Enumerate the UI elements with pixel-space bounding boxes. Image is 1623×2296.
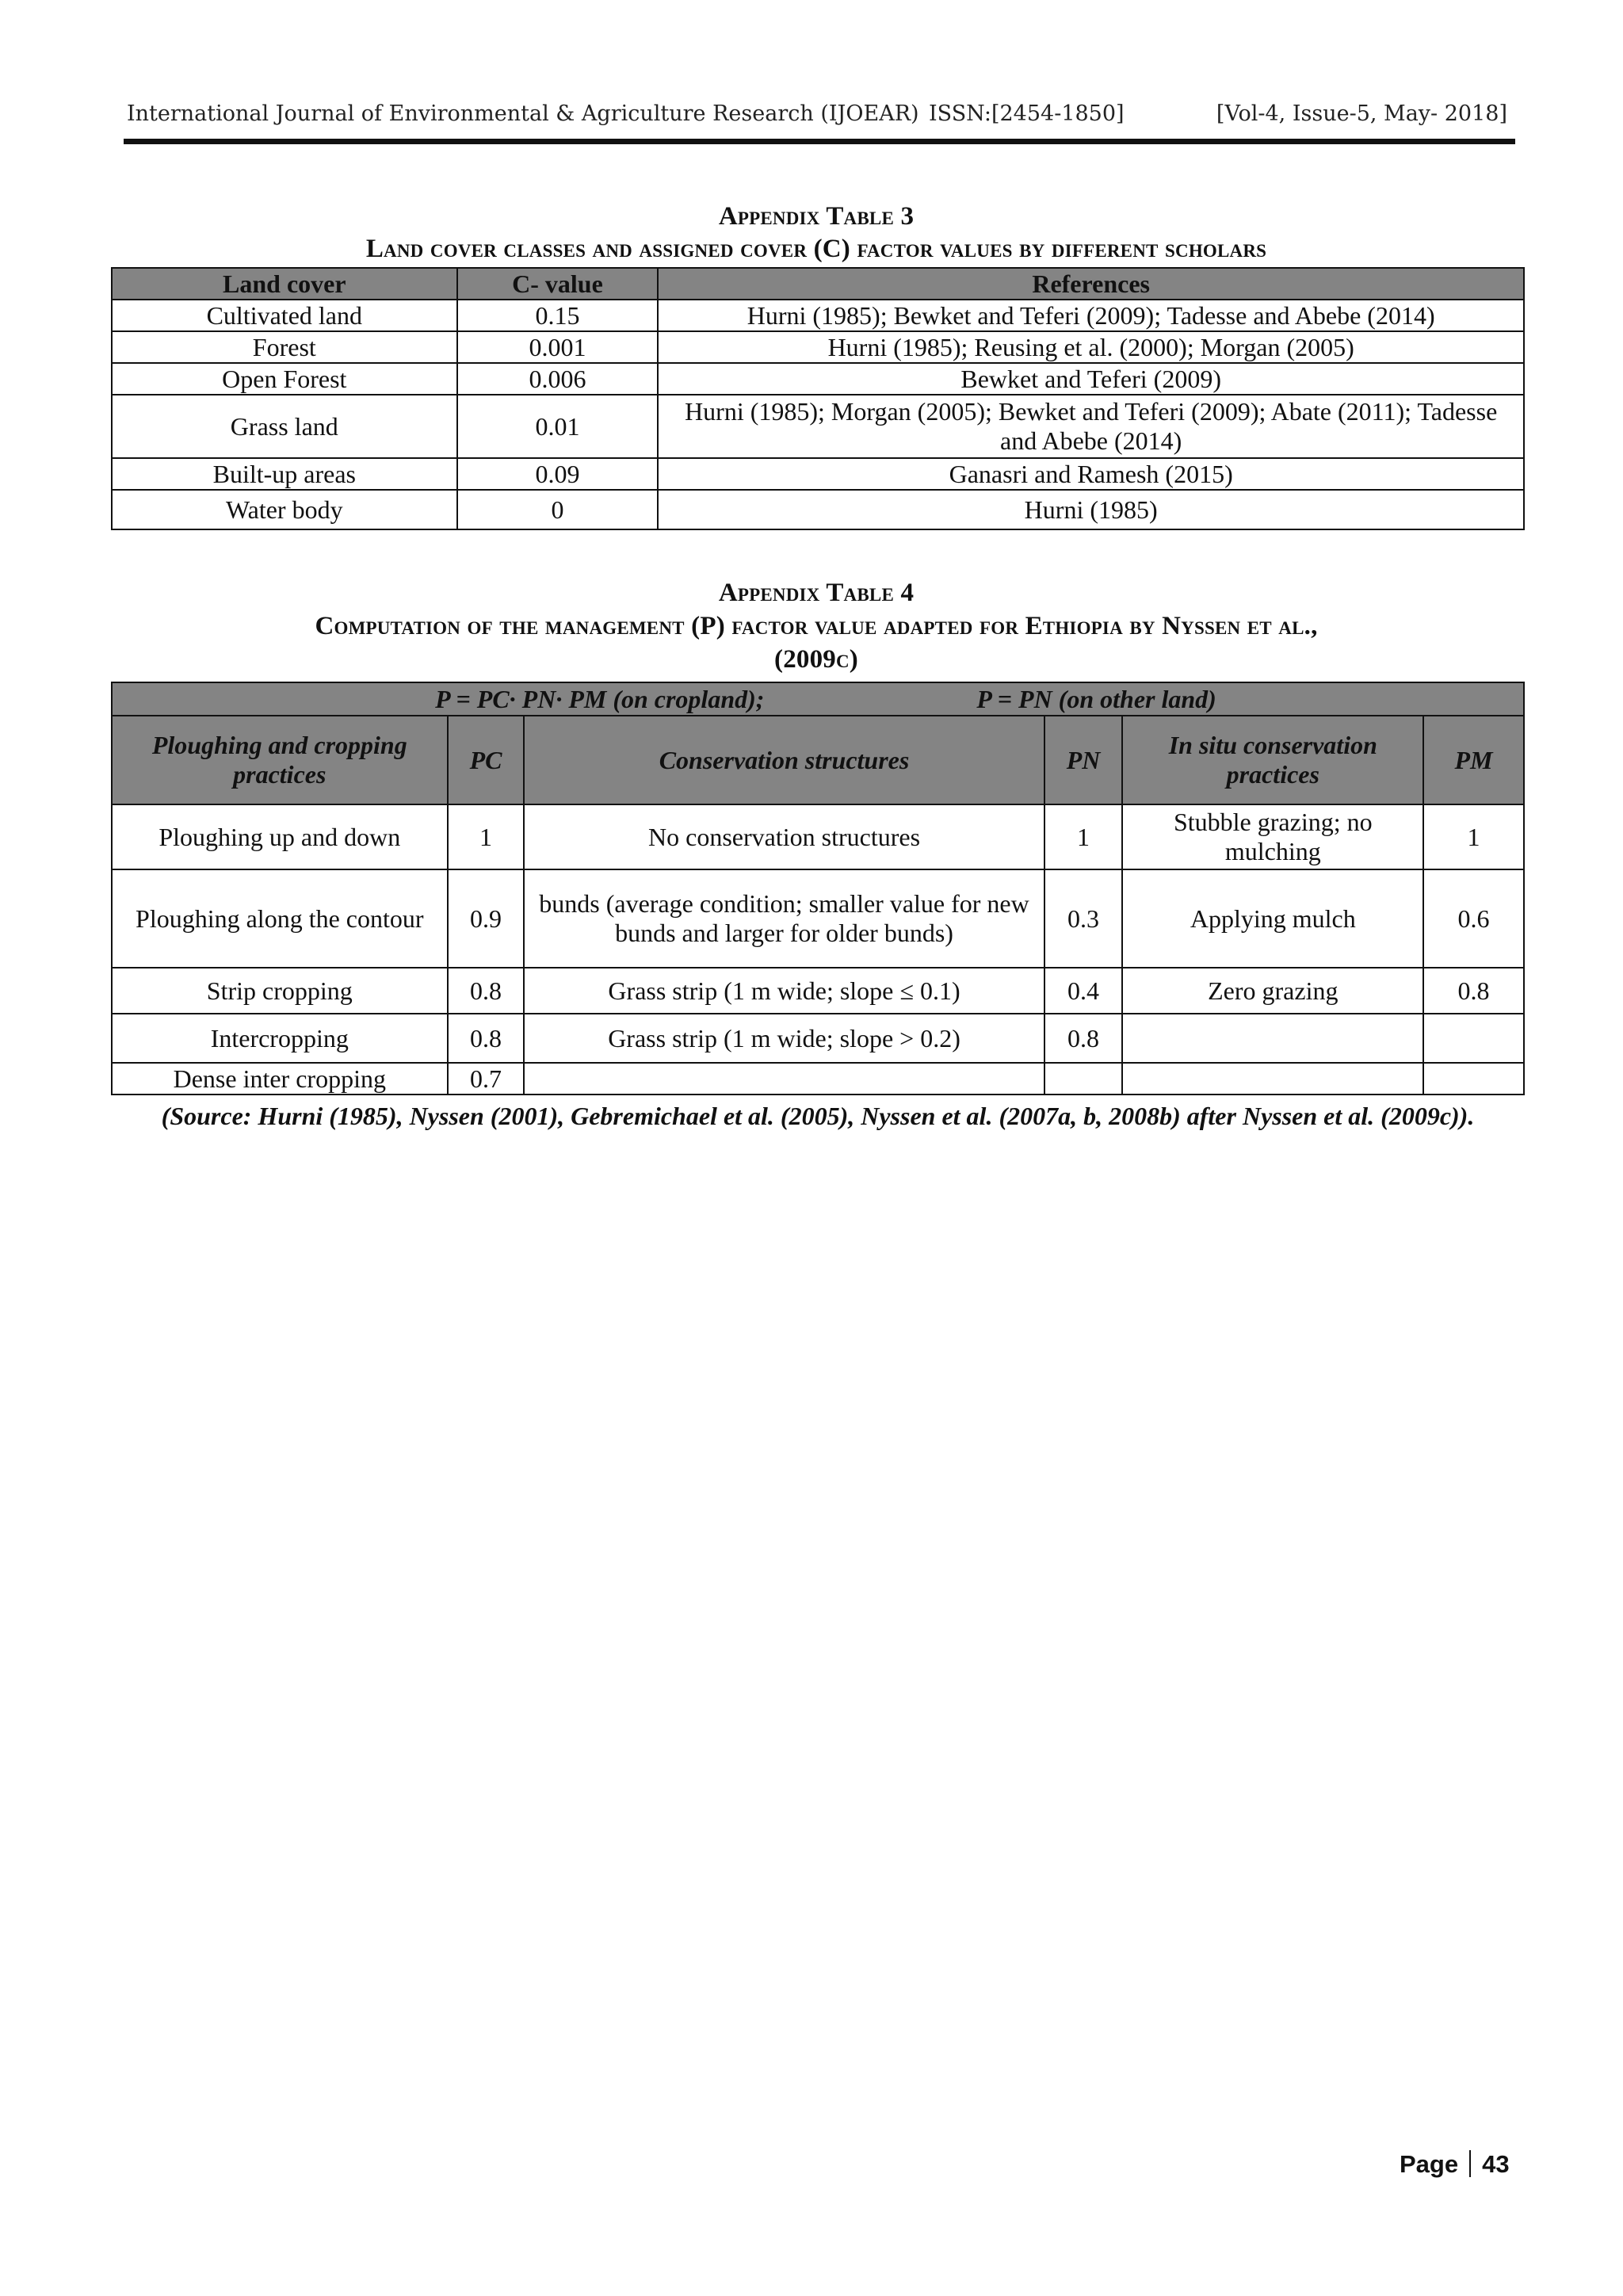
table-cell: Built-up areas	[112, 458, 457, 490]
table-cell: 0.9	[448, 869, 525, 968]
table-cell: Applying mulch	[1122, 869, 1423, 968]
page-separator	[1469, 2150, 1471, 2177]
table4-header-cell: In situ conservation practices	[1122, 716, 1423, 804]
table-cell: Forest	[112, 331, 457, 363]
table-cell: Grass strip (1 m wide; slope > 0.2)	[524, 1014, 1044, 1063]
table-cell: 0.4	[1044, 968, 1123, 1014]
table3-header-row	[112, 268, 1524, 300]
table4-header-row	[112, 716, 1524, 804]
equation-other-land: P = PN (on other land)	[976, 684, 1216, 713]
table3-header-cell: Land cover	[112, 268, 457, 300]
table4-caption-year: (2009c)	[774, 645, 858, 674]
table4-equation-cell	[112, 682, 1524, 716]
table3-caption-number: Appendix Table 3	[718, 202, 915, 231]
table4-caption-title: Computation of the management (P) factor value adapted for Ethiopia by Nyssen et al.,	[315, 612, 1318, 640]
table-row	[112, 331, 1524, 363]
table-cell: Hurni (1985)	[658, 490, 1524, 529]
table-cell: Strip cropping	[112, 968, 448, 1014]
table-cell	[524, 1063, 1044, 1095]
table-row	[112, 490, 1524, 529]
table-cell: Hurni (1985); Morgan (2005); Bewket and Teferi (2009); Abate (2011); Tadesse and Abebe (2014)	[658, 395, 1524, 458]
table4-header-cell: PC	[448, 716, 525, 804]
table-cell: Water body	[112, 490, 457, 529]
table-cell: Dense inter cropping	[112, 1063, 448, 1095]
table-cell: Stubble grazing; no mulching	[1122, 804, 1423, 869]
table-cell: 0.8	[1044, 1014, 1123, 1063]
table-cell: 0.001	[457, 331, 659, 363]
table4-header-cell: Conservation structures	[524, 716, 1044, 804]
table-cell: 0.006	[457, 363, 659, 395]
table-cell	[1044, 1063, 1123, 1095]
table-cell: Zero grazing	[1122, 968, 1423, 1014]
table-cell: 0.8	[448, 968, 525, 1014]
page-number-value: 43	[1482, 2150, 1510, 2178]
table-cell	[1423, 1063, 1524, 1095]
table-row	[112, 300, 1524, 331]
table-row	[112, 1063, 1524, 1095]
table-row	[112, 968, 1524, 1014]
appendix-table-3	[111, 267, 1525, 530]
table-cell: Bewket and Teferi (2009)	[658, 363, 1524, 395]
table-cell: 0.8	[1423, 968, 1524, 1014]
header-rule	[124, 139, 1515, 144]
table-cell: Ploughing along the contour	[112, 869, 448, 968]
table-cell: Grass strip (1 m wide; slope ≤ 0.1)	[524, 968, 1044, 1014]
table-row	[112, 869, 1524, 968]
table-cell: bunds (average condition; smaller value for new bunds and larger for older bunds)	[524, 869, 1044, 968]
page-label: Page	[1400, 2150, 1459, 2178]
table3-caption-title: Land cover classes and assigned cover (C) factor values by different scholars	[365, 235, 1267, 263]
table-row	[112, 1014, 1524, 1063]
table-cell: 1	[1423, 804, 1524, 869]
journal-volume: [Vol-4, Issue-5, May- 2018]	[1216, 101, 1507, 126]
table-cell: Ganasri and Ramesh (2015)	[658, 458, 1524, 490]
table4-header-cell: PN	[1044, 716, 1123, 804]
appendix-table-4	[111, 682, 1525, 1095]
table-cell	[1122, 1063, 1423, 1095]
table-cell	[1423, 1014, 1524, 1063]
table4-equation-row	[112, 682, 1524, 716]
table-cell: 0.7	[448, 1063, 525, 1095]
table-row	[112, 458, 1524, 490]
table-cell: 0	[457, 490, 659, 529]
table-row	[112, 804, 1524, 869]
table-cell: 0.15	[457, 300, 659, 331]
table-cell: Cultivated land	[112, 300, 457, 331]
equation-cropland: P = PC· PN· PM (on cropland);	[435, 684, 765, 713]
table4-header-cell: PM	[1423, 716, 1524, 804]
table-cell: Ploughing up and down	[112, 804, 448, 869]
table-cell: 0.3	[1044, 869, 1123, 968]
table4-source-note: (Source: Hurni (1985), Nyssen (2001), Gebremichael et al. (2005), Nyssen et al. (2007a, b, 2008b) after Nyssen et al. (2009c)).	[161, 1102, 1475, 1130]
table-cell	[1122, 1014, 1423, 1063]
table-cell: No conservation structures	[524, 804, 1044, 869]
table-cell: 0.09	[457, 458, 659, 490]
running-header	[127, 101, 1514, 136]
table3-header-cell: C- value	[457, 268, 659, 300]
table-cell: Open Forest	[112, 363, 457, 395]
table-cell: 0.8	[448, 1014, 525, 1063]
table-cell: Hurni (1985); Bewket and Teferi (2009); Tadesse and Abebe (2014)	[658, 300, 1524, 331]
table-cell: 1	[448, 804, 525, 869]
table-cell: 0.01	[457, 395, 659, 458]
table3-header-cell: References	[658, 268, 1524, 300]
journal-name: International Journal of Environmental & Agriculture Research (IJOEAR)	[127, 101, 919, 126]
table-cell: 0.6	[1423, 869, 1524, 968]
table4-header-cell: Ploughing and cropping practices	[112, 716, 448, 804]
table-cell: Grass land	[112, 395, 457, 458]
page-number	[1400, 2150, 1518, 2182]
table-cell: 1	[1044, 804, 1123, 869]
table4-caption-number: Appendix Table 4	[718, 579, 915, 607]
table-row	[112, 395, 1524, 458]
journal-issn: ISSN:[2454-1850]	[929, 101, 1125, 126]
table-cell: Hurni (1985); Reusing et al. (2000); Morgan (2005)	[658, 331, 1524, 363]
table-cell: Intercropping	[112, 1014, 448, 1063]
table-row	[112, 363, 1524, 395]
